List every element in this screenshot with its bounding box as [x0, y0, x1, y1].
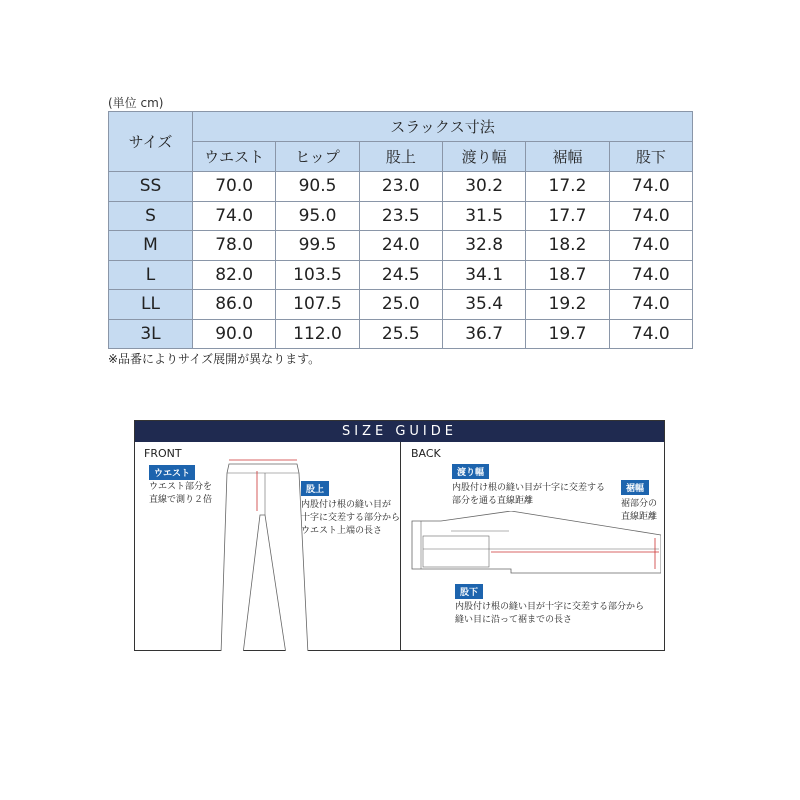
size-cell: 3L — [109, 319, 193, 349]
value-cell: 18.7 — [526, 260, 609, 290]
value-cell: 74.0 — [609, 290, 692, 320]
value-cell: 90.0 — [193, 319, 276, 349]
size-guide-title: SIZE GUIDE — [135, 421, 664, 442]
back-label: BACK — [411, 447, 441, 460]
value-cell: 103.5 — [276, 260, 359, 290]
value-cell: 25.0 — [359, 290, 442, 320]
value-cell: 17.7 — [526, 201, 609, 231]
value-cell: 107.5 — [276, 290, 359, 320]
front-label: FRONT — [144, 447, 182, 460]
column-header: 股上 — [359, 142, 442, 172]
column-header: 股下 — [609, 142, 692, 172]
value-cell: 95.0 — [276, 201, 359, 231]
value-cell: 25.5 — [359, 319, 442, 349]
value-cell: 24.0 — [359, 231, 442, 261]
value-cell: 24.5 — [359, 260, 442, 290]
size-table — [108, 111, 693, 349]
column-header: ヒップ — [276, 142, 359, 172]
column-header: 渡り幅 — [442, 142, 525, 172]
size-header: サイズ — [109, 112, 193, 172]
thigh-badge: 渡り幅 — [452, 464, 489, 479]
front-pants-illustration — [215, 451, 315, 651]
value-cell: 70.0 — [193, 172, 276, 202]
value-cell: 32.8 — [442, 231, 525, 261]
value-cell: 35.4 — [442, 290, 525, 320]
divider — [400, 442, 401, 650]
inseam-badge: 股下 — [455, 584, 483, 599]
value-cell: 74.0 — [609, 231, 692, 261]
size-cell: LL — [109, 290, 193, 320]
value-cell: 18.2 — [526, 231, 609, 261]
size-guide — [134, 420, 665, 651]
size-cell: SS — [109, 172, 193, 202]
size-cell: L — [109, 260, 193, 290]
value-cell: 112.0 — [276, 319, 359, 349]
value-cell: 34.1 — [442, 260, 525, 290]
thigh-desc: 内股付け根の縫い目が十字に交差する 部分を通る直線距離 — [452, 483, 606, 506]
value-cell: 19.7 — [526, 319, 609, 349]
value-cell: 23.0 — [359, 172, 442, 202]
value-cell: 19.2 — [526, 290, 609, 320]
column-header: ウエスト — [193, 142, 276, 172]
size-cell: S — [109, 201, 193, 231]
waist-badge: ウエスト — [149, 465, 195, 480]
back-pants-illustration — [411, 511, 661, 581]
value-cell: 74.0 — [193, 201, 276, 231]
table-row — [109, 201, 693, 231]
waist-desc: ウエスト部分を 直線で測り２倍 — [149, 482, 213, 505]
hem-badge: 裾幅 — [621, 480, 649, 495]
value-cell: 82.0 — [193, 260, 276, 290]
value-cell: 31.5 — [442, 201, 525, 231]
value-cell: 30.2 — [442, 172, 525, 202]
table-row — [109, 231, 693, 261]
column-header: 裾幅 — [526, 142, 609, 172]
table-row — [109, 290, 693, 320]
inseam-desc: 内股付け根の縫い目が十字に交差する部分から 縫い目に沿って裾までの長さ — [455, 602, 645, 625]
value-cell: 74.0 — [609, 201, 692, 231]
size-cell: M — [109, 231, 193, 261]
table-row — [109, 260, 693, 290]
value-cell: 78.0 — [193, 231, 276, 261]
value-cell: 86.0 — [193, 290, 276, 320]
value-cell: 23.5 — [359, 201, 442, 231]
value-cell: 17.2 — [526, 172, 609, 202]
rise-desc: 内股付け根の縫い目が 十字に交差する部分から ウエスト上端の長さ — [301, 500, 401, 536]
value-cell: 74.0 — [609, 319, 692, 349]
value-cell: 74.0 — [609, 260, 692, 290]
value-cell: 99.5 — [276, 231, 359, 261]
table-row — [109, 172, 693, 202]
table-row — [109, 319, 693, 349]
rise-badge: 股上 — [301, 481, 329, 496]
unit-label: (単位 cm) — [108, 96, 164, 110]
note: ※品番によりサイズ展開が異なります。 — [108, 352, 321, 366]
value-cell: 36.7 — [442, 319, 525, 349]
hem-desc: 裾部分の 直線距離 — [621, 499, 658, 522]
value-cell: 90.5 — [276, 172, 359, 202]
group-header: スラックス寸法 — [193, 112, 693, 142]
value-cell: 74.0 — [609, 172, 692, 202]
